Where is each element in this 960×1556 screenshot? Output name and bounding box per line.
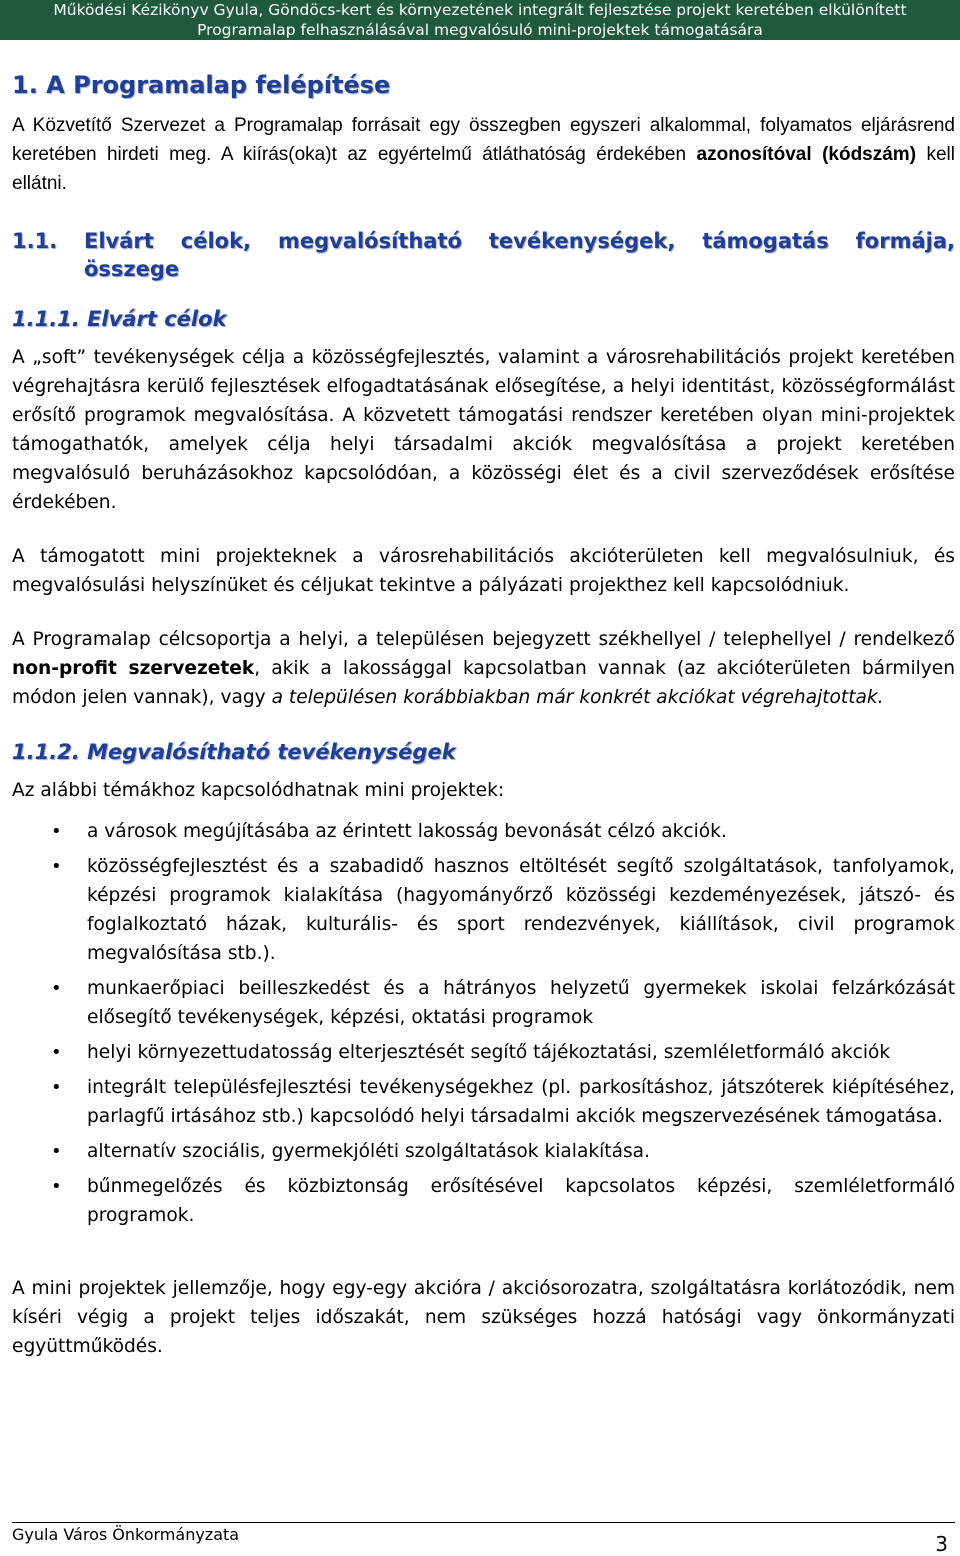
goals-paragraph-1: A „soft” tevékenységek célja a közösségfejlesztés, valamint a városrehabilitációs projekt keretében végrehajtásra kerülő fejlesztések elfogadtatásának elősegítése, a helyi identitást, közösségformálást erősítő programok megvalósítása. A közvetett támogatási rendszer keretében olyan mini-projektek támogathatók, amelyek célja helyi társadalmi akciók megvalósítása a projekt keretében megvalósuló beruházásokhoz kapcsolódóan, a közösségi élet és a civil szerveződések erősítése érdekében. xyxy=(12,347,955,513)
footer-organization: Gyula Város Önkormányzata xyxy=(12,1525,240,1544)
para3-text-a: A Programalap célcsoportja a helyi, a településen bejegyzett székhellyel / telephellyel / rendelkező xyxy=(12,629,955,650)
footer-divider xyxy=(12,1522,955,1523)
intro-text-a: A Közvetítő Szervezet a Programalap forrásait egy összegben egyszeri alkalommal, folyamatos eljárásrend keretében hirdeti meg. A kiírás(oka)t az egyértelmű átláthatóság érdekében xyxy=(12,115,955,165)
activity-item-text: a városok megújításába az érintett lakosság bevonását célzó akciók. xyxy=(87,821,727,842)
activity-item xyxy=(12,1172,955,1230)
activities-lead: Az alábbi témákhoz kapcsolódhatnak mini projektek: xyxy=(12,780,505,801)
bullet-icon: • xyxy=(51,1176,62,1197)
goals-paragraph-3 xyxy=(12,625,955,712)
activity-item xyxy=(12,974,955,1032)
page-content xyxy=(12,70,955,1361)
bullet-icon: • xyxy=(51,1077,62,1098)
bullet-icon: • xyxy=(51,978,62,999)
activity-item xyxy=(12,1137,955,1166)
activity-item-text: munkaerőpiaci beilleszkedést és a hátrányos helyzetű gyermekek iskolai felzárkózását elősegítő tevékenységek, képzési, oktatási programok xyxy=(87,978,955,1028)
bullet-icon: • xyxy=(51,1141,62,1162)
activity-item xyxy=(12,1038,955,1067)
activity-item-text: helyi környezettudatosság elterjesztését segítő tájékoztatási, szemléletformáló akciók xyxy=(87,1042,891,1063)
section-1-1-1-heading: 1.1.1. Elvárt célok xyxy=(12,307,227,331)
bullet-icon: • xyxy=(51,1042,62,1063)
activity-item xyxy=(12,852,955,968)
section-1-1-heading xyxy=(12,227,955,283)
page-number: 3 xyxy=(935,1532,948,1556)
intro-text-b: kell ellátni. xyxy=(12,144,955,194)
activity-item xyxy=(12,817,955,846)
intro-text-bold: azonosítóval (kódszám) xyxy=(696,144,917,165)
section-1-intro xyxy=(12,111,955,198)
bullet-icon: • xyxy=(51,821,62,842)
section-1-1-number: 1.1. xyxy=(12,229,58,253)
closing-paragraph: A mini projektek jellemzője, hogy egy-egy akcióra / akciósorozatra, szolgáltatásra korlátozódik, nem kíséri végig a projekt teljes időszakát, nem szükséges hozzá hatósági vagy önkormányzati együttműködés. xyxy=(12,1278,955,1357)
activity-item-text: integrált településfejlesztési tevékenységekhez (pl. parkosításhoz, játszóterek kiépítéséhez, parlagfű irtásához stb.) kapcsolódó helyi társadalmi akciók megszervezésének támogatása. xyxy=(87,1077,955,1127)
header-line-2: Programalap felhasználásával megvalósuló mini-projektek támogatására xyxy=(197,21,763,39)
activity-list xyxy=(12,817,955,1230)
activity-item-text: alternatív szociális, gyermekjóléti szolgáltatások kialakítása. xyxy=(87,1141,650,1162)
para3-text-b: , akik a lakossággal kapcsolatban vannak (az akcióterületen bármilyen módon jelen vannak), vagy xyxy=(12,658,956,708)
section-1-1-title: Elvárt célok, megvalósítható tevékenységek, támogatás formája, összege xyxy=(84,229,955,281)
section-1-heading: 1. A Programalap felépítése xyxy=(12,71,391,99)
activity-item-text: bűnmegelőzés és közbiztonság erősítésével kapcsolatos képzési, szemléletformáló programok. xyxy=(87,1176,955,1226)
header-line-1: Működési Kézikönyv Gyula, Göndöcs-kert és környezetének integrált fejlesztése projekt keretében elkülönített xyxy=(53,1,907,19)
para3-text-italic: a településen korábbiakban már konkrét akciókat végrehajtottak. xyxy=(271,687,884,708)
section-1-1-2-heading: 1.1.2. Megvalósítható tevékenységek xyxy=(12,740,456,764)
document-header xyxy=(0,0,960,40)
activity-item xyxy=(12,1073,955,1131)
activity-item-text: közösségfejlesztést és a szabadidő hasznos eltöltését segítő szolgáltatások, tanfolyamok, képzési programok kialakítása (hagyományőrző közösségi kezdeményezések, játszó- és foglalkoztató házak, kulturális- és sport rendezvények, kiállítások, civil programok megvalósítása stb.). xyxy=(87,856,955,964)
goals-paragraph-2: A támogatott mini projekteknek a városrehabilitációs akcióterületen kell megvalósulniuk, és megvalósulási helyszínüket és céljukat tekintve a pályázati projekthez kell kapcsolódniuk. xyxy=(12,546,955,596)
bullet-icon: • xyxy=(51,856,62,877)
para3-text-bold: non-profit szervezetek xyxy=(12,658,255,679)
